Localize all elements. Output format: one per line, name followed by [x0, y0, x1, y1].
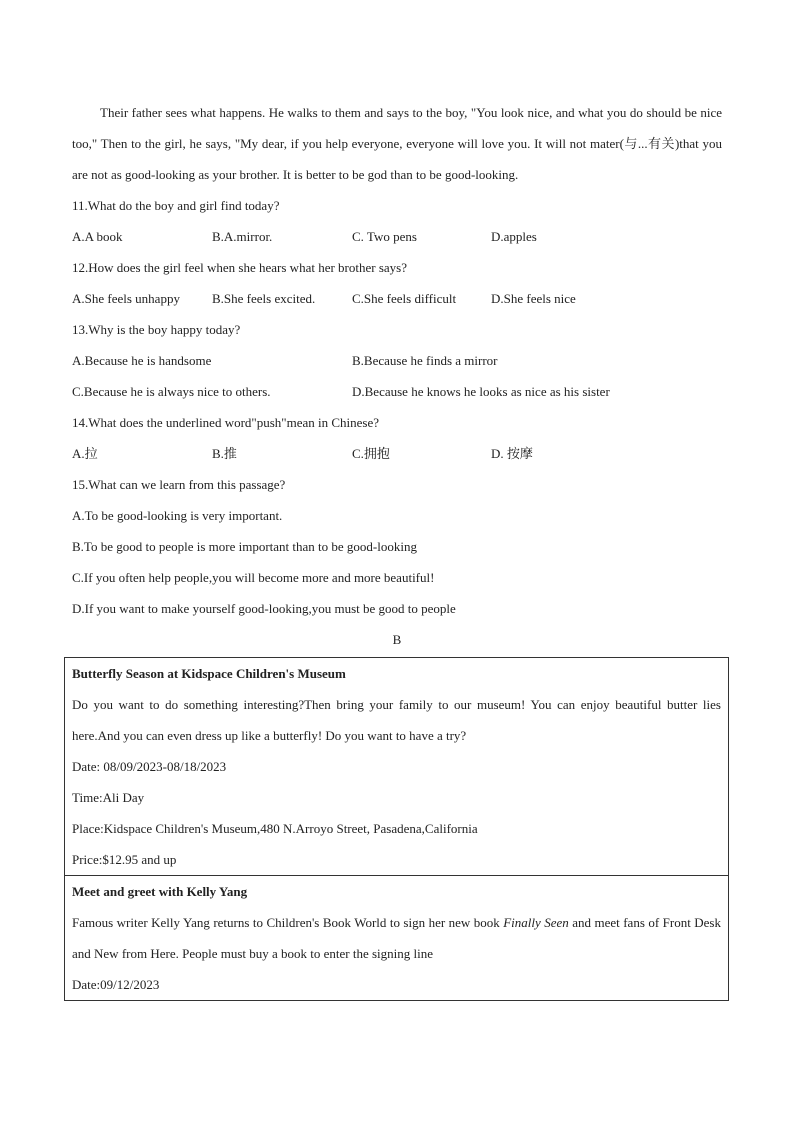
question-stem: 15.What can we learn from this passage? — [72, 477, 286, 492]
question-11 — [72, 190, 722, 252]
option-c: C.If you often help people,you will become more and more beautiful! — [72, 570, 435, 585]
option-d: D. 按摩 — [491, 446, 533, 461]
description-text: and meet fans of Front Desk and New from Here. People must buy a book to enter the signing line — [72, 915, 721, 961]
event-description: Do you want to do something interesting?Then bring your family to our museum! You can enjoy beautiful butter lies here.And you can even dress up like a butterfly! Do you want to have a try? — [72, 697, 721, 743]
events-table — [64, 657, 729, 1001]
option-a: A.She feels unhappy — [72, 291, 180, 306]
options-row — [72, 345, 722, 376]
event-title: Meet and greet with Kelly Yang — [72, 884, 248, 899]
event-date: Date: 08/09/2023-08/18/2023 — [72, 759, 227, 774]
event-price: Price:$12.95 and up — [72, 852, 177, 867]
option-d: D.She feels nice — [491, 291, 576, 306]
event-description — [72, 907, 721, 969]
question-15 — [72, 469, 722, 624]
event-date: Date:09/12/2023 — [72, 977, 160, 992]
reading-passage — [72, 97, 722, 655]
book-title: Finally Seen — [503, 915, 569, 930]
option-c: C.Because he is always nice to others. — [72, 384, 271, 399]
options-row — [72, 438, 722, 469]
section-label: B — [392, 632, 402, 647]
question-13 — [72, 314, 722, 407]
option-d: D.Because he knows he looks as nice as his sister — [352, 384, 610, 399]
option-b: B.推 — [212, 446, 237, 461]
options-row — [72, 376, 722, 407]
event-kelly-yang — [65, 875, 728, 1000]
option-b: B.A.mirror. — [212, 229, 273, 244]
passage-paragraph: Their father sees what happens. He walks to them and says to the boy, "You look nice, and what you do should be nice too," Then to the girl, he says, "My dear, if you help everyone, everyone will love you. It will not mater(与...有关)that you are not as good-looking as your brother. It is better to be god than to be good-looking. — [72, 105, 722, 182]
options-row — [72, 221, 722, 252]
option-a: A.Because he is handsome — [72, 353, 212, 368]
event-title: Butterfly Season at Kidspace Children's Museum — [72, 666, 346, 681]
options-row — [72, 283, 722, 314]
question-stem: 11.What do the boy and girl find today? — [72, 198, 280, 213]
event-butterfly — [65, 658, 728, 875]
event-time: Time:Ali Day — [72, 790, 145, 805]
question-12 — [72, 252, 722, 314]
option-c: C.拥抱 — [352, 446, 390, 461]
event-place: Place:Kidspace Children's Museum,480 N.Arroyo Street, Pasadena,California — [72, 821, 478, 836]
option-a: A.To be good-looking is very important. — [72, 508, 283, 523]
option-b: B.Because he finds a mirror — [352, 353, 498, 368]
option-d: D.apples — [491, 229, 537, 244]
option-b: B.She feels excited. — [212, 291, 316, 306]
option-c: C.She feels difficult — [352, 291, 457, 306]
question-stem: 13.Why is the boy happy today? — [72, 322, 241, 337]
question-stem: 14.What does the underlined word"push"mean in Chinese? — [72, 415, 380, 430]
question-stem: 12.How does the girl feel when she hears what her brother says? — [72, 260, 408, 275]
question-14 — [72, 407, 722, 469]
description-text: Famous writer Kelly Yang returns to Children's Book World to sign her new book — [72, 915, 504, 930]
option-d: D.If you want to make yourself good-looking,you must be good to people — [72, 601, 456, 616]
option-c: C. Two pens — [352, 229, 417, 244]
option-a: A.拉 — [72, 446, 98, 461]
option-b: B.To be good to people is more important than to be good-looking — [72, 539, 417, 554]
option-a: A.A book — [72, 229, 123, 244]
